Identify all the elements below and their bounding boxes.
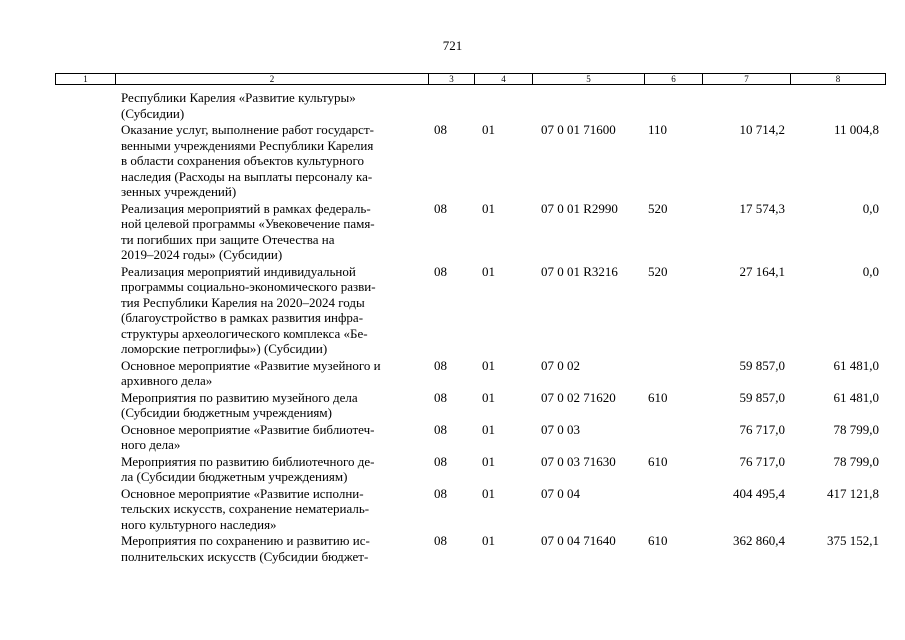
target-article-code: 07 0 03 71630 xyxy=(541,453,616,469)
expense-name-line: ного культурного наследия» xyxy=(121,516,277,532)
amount-year-2: 11 004,8 xyxy=(833,122,879,137)
section-code: 08 xyxy=(434,263,447,279)
amount-year-2: 417 121,8 xyxy=(827,485,879,501)
expense-name xyxy=(121,90,426,121)
section-code: 08 xyxy=(434,421,447,437)
header-col-1: 1 xyxy=(56,74,116,85)
header-col-2: 2 xyxy=(116,74,429,85)
section-code: 08 xyxy=(434,453,447,469)
expense-name-line: архивного дела» xyxy=(121,373,213,388)
expense-name-line: структуры археологического комплекса «Бе- xyxy=(121,325,368,341)
expense-name-line: Основное мероприятие «Развитие библиотеч- xyxy=(121,421,375,437)
section-code: 08 xyxy=(434,533,447,548)
expense-name-line: 2019–2024 годы» (Субсидии) xyxy=(121,247,283,262)
expense-name-line: ной целевой программы «Увековечение памя- xyxy=(121,216,375,231)
expense-name xyxy=(121,264,426,357)
table-row xyxy=(55,390,885,421)
target-article-code: 07 0 04 71640 xyxy=(541,533,616,548)
amount-year-2: 78 799,0 xyxy=(833,421,879,437)
subsection-code: 01 xyxy=(482,421,495,437)
expense-name-line: тия Республики Карелия на 2020–2024 годы xyxy=(121,294,365,310)
subsection-code: 01 xyxy=(482,122,495,137)
target-article-code: 07 0 03 xyxy=(541,421,580,437)
expense-name-line: (Субсидии бюджетным учреждениям) xyxy=(121,405,332,420)
expense-name xyxy=(121,486,426,533)
expense-type-code: 610 xyxy=(648,453,668,469)
expense-name-line: ти погибших при защите Отечества на xyxy=(121,231,335,247)
amount-year-2: 61 481,0 xyxy=(833,389,879,405)
expense-name-line: программы социально-экономического разви- xyxy=(121,279,376,294)
section-code: 08 xyxy=(434,122,447,137)
table-row xyxy=(55,454,885,485)
amount-year-1: 404 495,4 xyxy=(733,485,785,501)
table-row xyxy=(55,201,885,263)
expense-name xyxy=(121,122,426,200)
expense-name-line: зенных учреждений) xyxy=(121,184,237,199)
amount-year-2: 0,0 xyxy=(862,263,879,279)
header-col-3: 3 xyxy=(429,74,475,85)
amount-year-1: 362 860,4 xyxy=(733,533,785,548)
header-col-7: 7 xyxy=(703,74,791,85)
subsection-code: 01 xyxy=(482,263,495,279)
amount-year-1: 59 857,0 xyxy=(739,389,785,405)
budget-table-body xyxy=(55,90,885,565)
page-number: 721 xyxy=(442,38,463,53)
column-number-header xyxy=(55,73,886,85)
expense-name-line: Основное мероприятие «Развитие исполни- xyxy=(121,485,364,501)
table-row xyxy=(55,422,885,453)
amount-year-1: 17 574,3 xyxy=(739,200,785,216)
expense-name-line: Основное мероприятие «Развитие музейного и xyxy=(121,357,381,373)
target-article-code: 07 0 01 R2990 xyxy=(541,200,618,216)
expense-type-code: 520 xyxy=(648,263,668,279)
expense-type-code: 610 xyxy=(648,533,668,548)
amount-year-1: 76 717,0 xyxy=(739,421,785,437)
expense-name-line: Мероприятия по развитию библиотечного де- xyxy=(121,453,375,469)
table-row xyxy=(55,358,885,389)
section-code: 08 xyxy=(434,485,447,501)
expense-name xyxy=(121,454,426,485)
expense-name xyxy=(121,201,426,263)
amount-year-2: 375 152,1 xyxy=(827,533,879,548)
header-col-6: 6 xyxy=(645,74,703,85)
expense-name-line: тельских искусств, сохранение нематериаль- xyxy=(121,501,370,516)
expense-name-line: (Субсидии) xyxy=(121,105,185,121)
expense-name-line: Мероприятия по сохранению и развитию ис- xyxy=(121,533,370,548)
expense-name-line: Мероприятия по развитию музейного дела xyxy=(121,389,358,405)
expense-name-line: Оказание услуг, выполнение работ государст- xyxy=(121,122,374,137)
table-row xyxy=(55,264,885,357)
subsection-code: 01 xyxy=(482,533,495,548)
expense-name-line: Республики Карелия «Развитие культуры» xyxy=(121,90,356,105)
table-row xyxy=(55,90,885,121)
header-col-5: 5 xyxy=(533,74,645,85)
expense-type-code: 520 xyxy=(648,200,668,216)
target-article-code: 07 0 02 71620 xyxy=(541,389,616,405)
expense-name xyxy=(121,422,426,453)
table-row xyxy=(55,486,885,533)
expense-name xyxy=(121,358,426,389)
expense-name-line: ного дела» xyxy=(121,437,181,452)
amount-year-1: 27 164,1 xyxy=(739,263,785,279)
expense-type-code: 110 xyxy=(648,122,668,137)
header-col-4: 4 xyxy=(475,74,533,85)
expense-name-line: наследия (Расходы на выплаты персоналу ка- xyxy=(121,168,373,184)
target-article-code: 07 0 02 xyxy=(541,357,580,373)
subsection-code: 01 xyxy=(482,389,495,405)
amount-year-1: 59 857,0 xyxy=(739,357,785,373)
subsection-code: 01 xyxy=(482,200,495,216)
expense-name-line: полнительских искусств (Субсидии бюджет- xyxy=(121,548,369,564)
table-row xyxy=(55,122,885,200)
expense-name-line: в области сохранения объектов культурного xyxy=(121,153,364,168)
expense-name-line: ла (Субсидии бюджетным учреждениям) xyxy=(121,469,348,484)
table-row xyxy=(55,533,885,564)
expense-name-line: Реализация мероприятий индивидуальной xyxy=(121,263,356,279)
target-article-code: 07 0 01 71600 xyxy=(541,122,616,137)
target-article-code: 07 0 04 xyxy=(541,485,580,501)
expense-name-line: Реализация мероприятий в рамках федераль- xyxy=(121,200,371,216)
target-article-code: 07 0 01 R3216 xyxy=(541,263,618,279)
amount-year-2: 78 799,0 xyxy=(833,453,879,469)
subsection-code: 01 xyxy=(482,357,495,373)
section-code: 08 xyxy=(434,357,447,373)
subsection-code: 01 xyxy=(482,453,495,469)
expense-name-line: (благоустройство в рамках развития инфра- xyxy=(121,310,364,325)
amount-year-1: 76 717,0 xyxy=(739,453,785,469)
expense-name-line: венными учреждениями Республики Карелия xyxy=(121,137,374,153)
expense-name-line: ломорские петроглифы») (Субсидии) xyxy=(121,341,328,356)
amount-year-1: 10 714,2 xyxy=(739,122,785,137)
section-code: 08 xyxy=(434,200,447,216)
header-col-8: 8 xyxy=(791,74,886,85)
amount-year-2: 0,0 xyxy=(862,200,879,216)
section-code: 08 xyxy=(434,389,447,405)
amount-year-2: 61 481,0 xyxy=(833,357,879,373)
subsection-code: 01 xyxy=(482,485,495,501)
expense-type-code: 610 xyxy=(648,389,668,405)
expense-name xyxy=(121,533,426,564)
expense-name xyxy=(121,390,426,421)
